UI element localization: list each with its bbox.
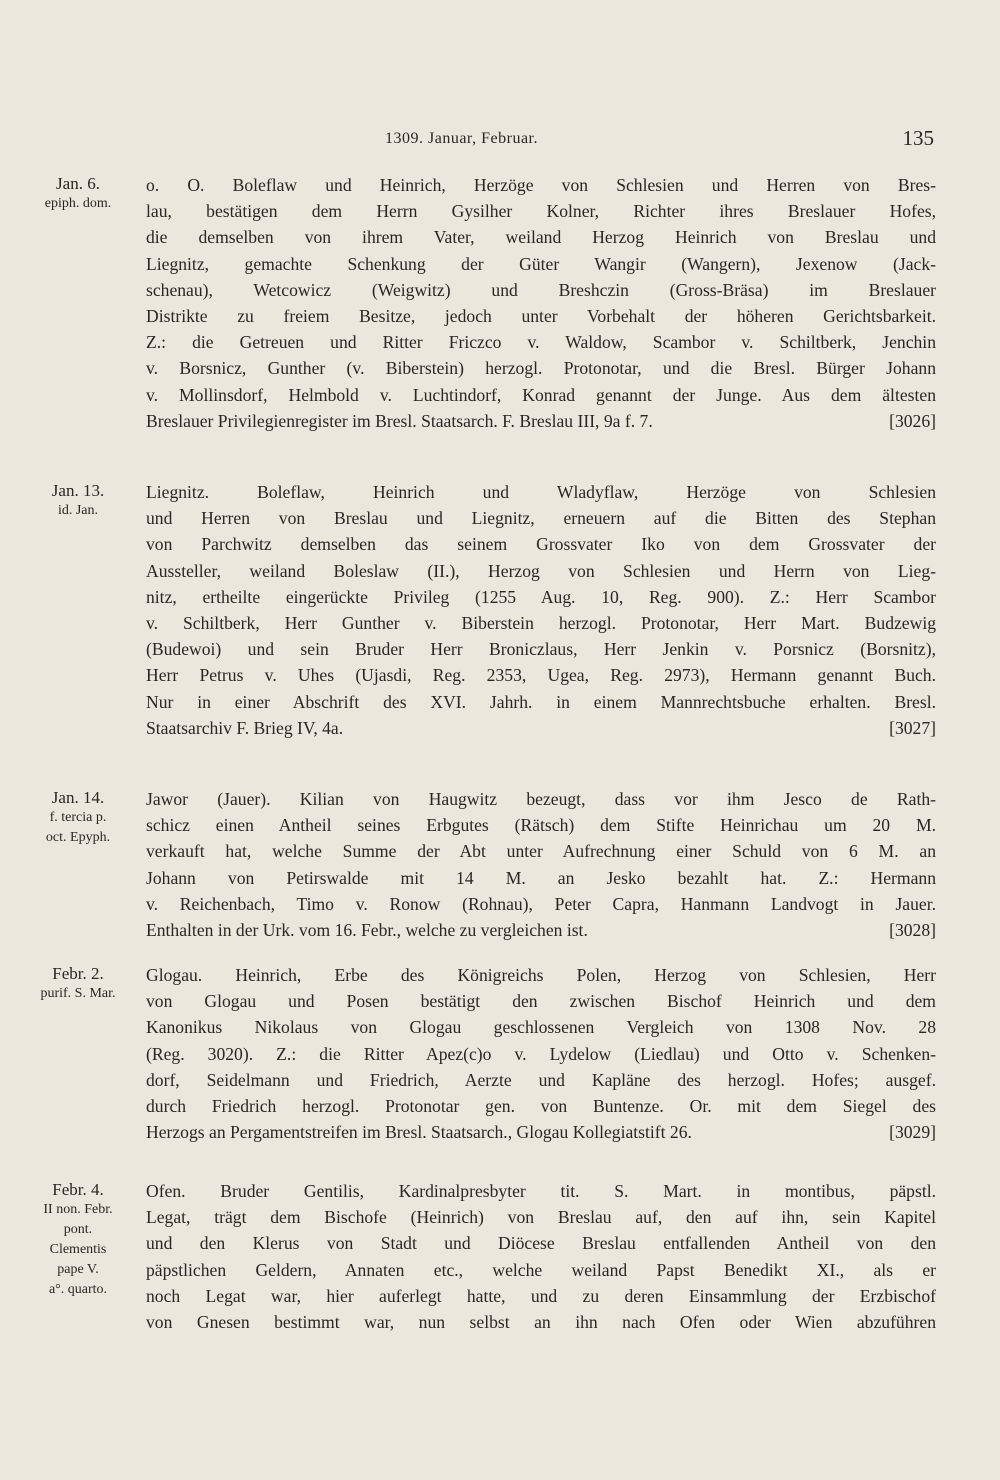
margin-note [22, 964, 134, 1004]
text-line: Aussteller, weiland Boleslaw (II.), Herzog von Schlesien und Herrn von Lieg- [146, 560, 936, 581]
text-line: Z.: die Getreuen und Ritter Friczco v. Waldow, Scambor v. Schiltberk, Jenchin [146, 332, 936, 353]
regest-number: [3027] [889, 717, 936, 738]
page-number: 135 [902, 126, 934, 150]
text-line: Liegnitz. Boleflaw, Heinrich und Wladyflaw, Herzöge von Schlesien [146, 482, 936, 502]
text-line: von Gnesen bestimmt war, nun selbst an ihn nach Ofen oder Wien abzuführen [146, 1312, 936, 1333]
margin-note [22, 1180, 134, 1300]
text-line: schenau), Wetcowicz (Weigwitz) und Breshczin (Gross-Bräsa) im Breslauer [146, 279, 936, 300]
entry-text [146, 786, 936, 943]
text-line: lau, bestätigen dem Herrn Gysilher Kolner, Richter ihres Breslauer Hofes, [146, 201, 936, 222]
text-line: Ofen. Bruder Gentilis, Kardinalpresbyter tit. S. Mart. in montibus, päpstl. [146, 1181, 936, 1201]
text-line: v. Reichenbach, Timo v. Ronow (Rohnau), Peter Capra, Hanmann Landvogt in Jauer. [146, 893, 936, 914]
text-line: Glogau. Heinrich, Erbe des Königreichs Polen, Herzog von Schlesien, Herr [146, 965, 936, 985]
margin-note [22, 174, 134, 214]
text-line: Legat, trägt dem Bischofe (Heinrich) von Breslau auf, den auf ihn, sein Kapitel [146, 1207, 936, 1228]
text-line: von Glogau und Posen bestätigt den zwischen Bischof Heinrich und dem [146, 991, 936, 1012]
text-line: durch Friedrich herzogl. Protonotar gen. von Buntenze. Or. mit dem Siegel des [146, 1096, 936, 1117]
regest-number: [3029] [889, 1122, 936, 1143]
text-line: Nur in einer Abschrift des XVI. Jahrh. in einem Mannrechtsbuche erhalten. Bresl. [146, 691, 936, 712]
margin-feast: pape V. [57, 1262, 99, 1277]
margin-date: Jan. 14. [51, 788, 105, 807]
margin-date: Jan. 6. [56, 174, 100, 193]
text-line: die demselben von ihrem Vater, weiland Herzog Heinrich von Breslau und [146, 227, 936, 248]
margin-feast: pont. [63, 1222, 93, 1237]
margin-feast: Clementis [49, 1242, 107, 1257]
text-line: Herr Petrus v. Uhes (Ujasdi, Reg. 2353, Ugea, Reg. 2973), Hermann genannt Buch. [146, 665, 936, 686]
margin-feast: II non. Febr. [43, 1202, 113, 1217]
text-line: nitz, ertheilte eingerückte Privileg (1255 Aug. 10, Reg. 900). Z.: Herr Scambor [146, 586, 936, 607]
text-line: verkauft hat, welche Summe der Abt unter Aufrechnung einer Schuld von 6 M. an [146, 841, 936, 862]
text-line: und den Klerus von Stadt und Diöcese Breslau entfallenden Antheil von den [146, 1233, 936, 1254]
margin-feast: oct. Epyph. [45, 830, 111, 845]
text-line: Johann von Petirswalde mit 14 M. an Jesko bezahlt hat. Z.: Hermann [146, 867, 936, 888]
text-line-last: [3029] Herzogs an Pergamentstreifen im Bresl. Staatsarch., Glogau Kollegiatstift 26. [146, 1119, 936, 1145]
text-line: von Parchwitz demselben das seinem Grossvater Iko von dem Grossvater der [146, 534, 936, 555]
text-line-last: [3027] Staatsarchiv F. Brieg IV, 4a. [146, 715, 936, 741]
entry-text [146, 962, 936, 1145]
margin-date: Jan. 13. [51, 481, 105, 500]
running-title: 1309. Januar, Februar. [385, 130, 538, 147]
text-line: Liegnitz, gemachte Schenkung der Güter Wangir (Wangern), Jexenow (Jack- [146, 253, 936, 274]
entry-text [146, 172, 936, 434]
margin-note [22, 481, 134, 521]
margin-feast: purif. S. Mar. [40, 986, 116, 1001]
text-line: o. O. Boleflaw und Heinrich, Herzöge von Schlesien und Herren von Bres- [146, 175, 936, 195]
text-line: schicz einen Antheil seines Erbgutes (Rätsch) dem Stifte Heinrichau um 20 M. [146, 815, 936, 836]
entry-text [146, 1178, 936, 1335]
text-line-last: [3026] Breslauer Privilegienregister im Bresl. Staatsarch. F. Breslau III, 9a f. 7. [146, 408, 936, 434]
regest-number: [3026] [889, 410, 936, 431]
margin-feast: a°. quarto. [48, 1282, 108, 1297]
text-line: Jawor (Jauer). Kilian von Haugwitz bezeugt, dass vor ihm Jesco de Rath- [146, 789, 936, 809]
margin-note [22, 788, 134, 848]
text-line: v. Schiltberk, Herr Gunther v. Biberstein herzogl. Protonotar, Herr Mart. Budzewig [146, 613, 936, 634]
text-line: v. Mollinsdorf, Helmbold v. Luchtindorf, Konrad genannt der Junge. Aus dem ältesten [146, 384, 936, 405]
margin-feast: epiph. dom. [44, 196, 112, 211]
regest-number: [3028] [889, 920, 936, 941]
margin-date: Febr. 2. [52, 964, 104, 983]
text-line: (Budewoi) und sein Bruder Herr Broniczlaus, Herr Jenkin v. Porsnicz (Borsnitz), [146, 639, 936, 660]
margin-feast: f. tercia p. [49, 810, 107, 825]
text-line: Distrikte zu freiem Besitze, jedoch unter Vorbehalt der höheren Gerichtsbarkeit. [146, 306, 936, 327]
text-line-last: [3028] Enthalten in der Urk. vom 16. Febr., welche zu vergleichen ist. [146, 917, 936, 943]
margin-feast: id. Jan. [57, 503, 99, 518]
text-line: und Herren von Breslau und Liegnitz, erneuern auf die Bitten des Stephan [146, 508, 936, 529]
text-line: Kanonikus Nikolaus von Glogau geschlossenen Vergleich von 1308 Nov. 28 [146, 1017, 936, 1038]
text-line: (Reg. 3020). Z.: die Ritter Apez(c)o v. Lydelow (Liedlau) und Otto v. Schenken- [146, 1043, 936, 1064]
margin-date: Febr. 4. [52, 1180, 104, 1199]
text-line: päpstlichen Geldern, Annaten etc., welche weiland Papst Benedikt XI., als er [146, 1259, 936, 1280]
text-line: v. Borsnicz, Gunther (v. Biberstein) herzogl. Protonotar, und die Bresl. Bürger Johann [146, 358, 936, 379]
text-line: noch Legat war, hier auferlegt hatte, und zu deren Einsammlung der Erzbischof [146, 1285, 936, 1306]
entry-text [146, 479, 936, 741]
text-line: dorf, Seidelmann und Friedrich, Aerzte und Kapläne des herzogl. Hofes; ausgef. [146, 1069, 936, 1090]
page-header [0, 126, 1000, 160]
